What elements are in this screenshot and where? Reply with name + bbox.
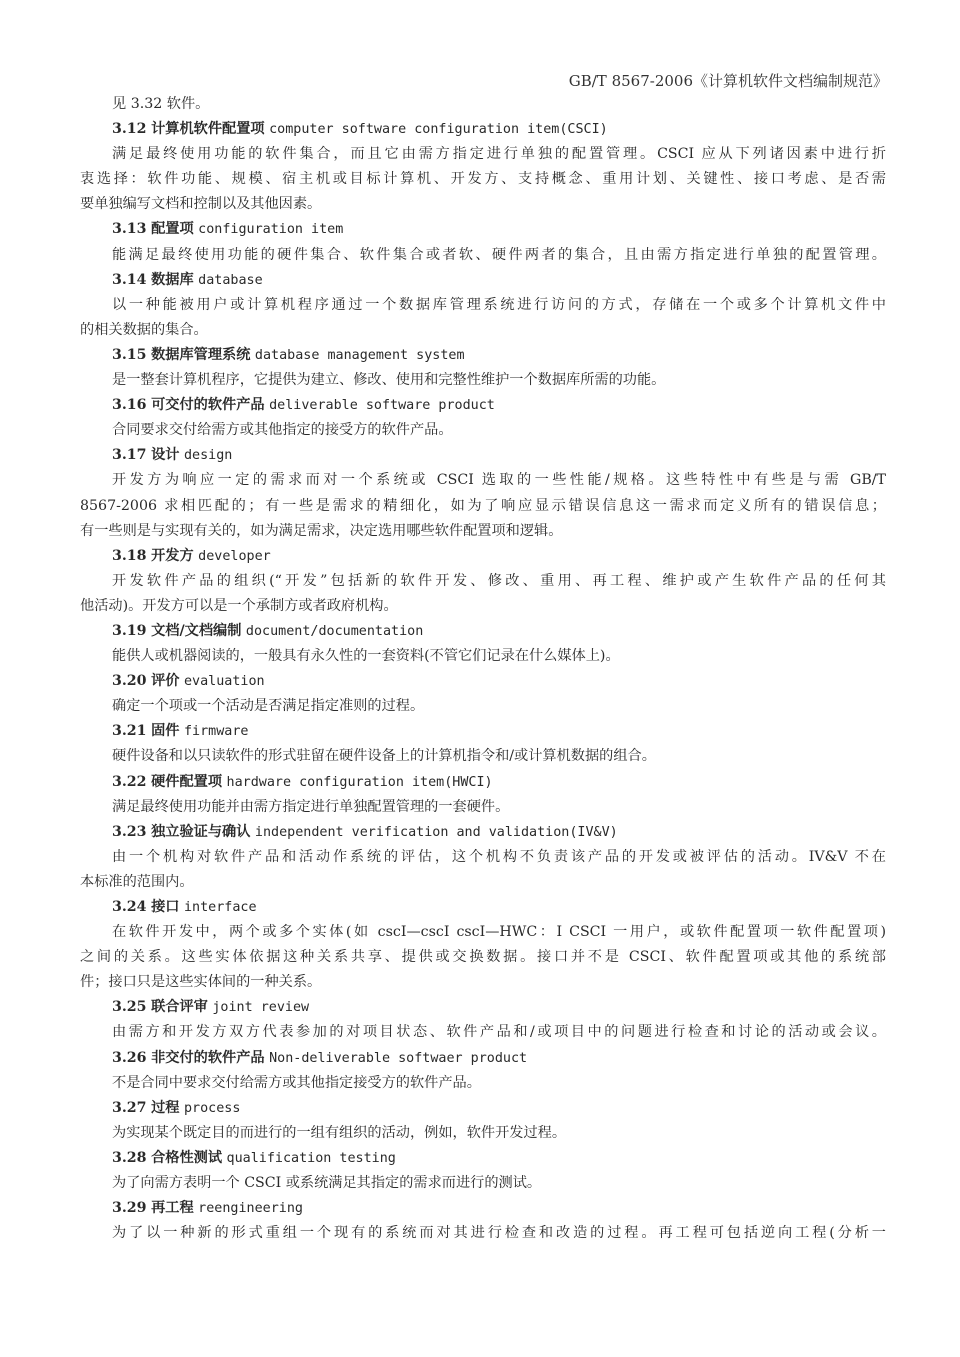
term-english: database management system xyxy=(254,347,465,363)
term-english: document/documentation xyxy=(245,623,424,639)
term-english: evaluation xyxy=(183,674,265,690)
body-text-line: 要单独编写文档和控制以及其他因素。 xyxy=(80,196,322,213)
term-name: 联合评审 xyxy=(151,999,208,1016)
term-name: 文档/文档编制 xyxy=(151,622,242,639)
term-number: 3.12 xyxy=(112,121,147,138)
term-number: 3.26 xyxy=(112,1049,147,1066)
term-number: 3.18 xyxy=(112,547,147,564)
term-heading xyxy=(80,544,886,569)
body-text-line: 由需方和开发方双方代表参加的对项目状态、软件产品和/或项目中的问题进行检查和讨论的活动或会议。 xyxy=(112,1024,886,1041)
term-english: firmware xyxy=(183,724,249,740)
document-header: GB/T 8567-2006《计算机软件文档编制规范》 xyxy=(568,72,888,90)
term-name: 硬件配置项 xyxy=(151,773,223,790)
body-text-line: 有一些则是与实现有关的，如为满足需求，决定选用哪些软件配置项和逻辑。 xyxy=(80,522,563,539)
term-english: design xyxy=(183,448,233,464)
term-number: 3.28 xyxy=(112,1149,147,1166)
term-name: 合格性测试 xyxy=(151,1149,223,1166)
term-name: 非交付的软件产品 xyxy=(151,1049,265,1066)
body-text-line: 硬件设备和以只读软件的形式驻留在硬件设备上的计算机指令和/或计算机数据的组合。 xyxy=(112,748,656,765)
body-text-line: 不是合同中要求交付给需方或其他指定接受方的软件产品。 xyxy=(112,1074,481,1091)
body-text-line: 满足最终使用功能的软件集合，而且它由需方指定进行单独的配置管理。CSCI 应从下列诸因素中进行折 xyxy=(112,146,886,163)
term-name: 可交付的软件产品 xyxy=(151,397,265,414)
term-heading xyxy=(80,343,886,368)
term-number: 3.25 xyxy=(112,999,147,1016)
body-text-line: 他活动)。开发方可以是一个承制方或者政府机构。 xyxy=(80,597,398,614)
body-text-line: 为实现某个既定目的而进行的一组有组织的活动，例如，软件开发过程。 xyxy=(112,1124,567,1141)
term-heading xyxy=(80,669,886,694)
body-text-line: 衷选择：软件功能、规模、宿主机或目标计算机、开发方、支持概念、重用计划、关键性、接口考虑、是否需 xyxy=(80,171,886,188)
body-text-line: 开发方为响应一定的需求而对一个系统或 CSCI 选取的一些性能/规格。这些特性中有些是与需 GB/T xyxy=(112,472,886,489)
term-name: 数据库 xyxy=(151,271,194,288)
body-text-line: 见 3.32 软件。 xyxy=(112,96,210,112)
term-heading xyxy=(80,393,886,418)
term-name: 固件 xyxy=(151,723,180,740)
term-english: configuration item xyxy=(198,222,344,238)
term-name: 数据库管理系统 xyxy=(151,346,251,363)
term-heading xyxy=(80,217,886,242)
term-heading xyxy=(80,1146,886,1171)
term-heading xyxy=(80,719,886,744)
body-text-line: 件；接口只是这些实体间的一种关系。 xyxy=(80,974,322,991)
term-heading xyxy=(80,619,886,644)
body-text-line: 合同要求交付给需方或其他指定的接受方的软件产品。 xyxy=(112,422,453,439)
body-text-line: 8567-2006 求相匹配的；有一些是需求的精细化，如为了响应显示错误信息这一需求而定义所有的错误信息； xyxy=(80,497,886,514)
term-number: 3.16 xyxy=(112,397,147,414)
term-heading xyxy=(80,820,886,845)
term-number: 3.20 xyxy=(112,673,147,690)
term-name: 独立验证与确认 xyxy=(151,823,251,840)
term-heading xyxy=(80,117,886,142)
term-english: Non-deliverable softwaer product xyxy=(269,1050,528,1066)
term-number: 3.23 xyxy=(112,823,147,840)
term-name: 接口 xyxy=(151,899,180,915)
body-text-line: 是一整套计算机程序，它提供为建立、修改、使用和完整性维护一个数据库所需的功能。 xyxy=(112,372,666,389)
term-english: hardware configuration item(HWCI) xyxy=(226,774,493,790)
body-text-line: 满足最终使用功能并由需方指定进行单独配置管理的一套硬件。 xyxy=(112,798,510,815)
body-text-line: 为了以一种新的形式重组一个现有的系统而对其进行检查和改造的过程。再工程可包括逆向工程(分析一 xyxy=(112,1225,886,1242)
term-heading xyxy=(80,268,886,293)
term-name: 再工程 xyxy=(151,1200,194,1217)
term-number: 3.21 xyxy=(112,723,147,740)
term-heading xyxy=(80,895,886,920)
term-english: independent verification and validation(IV&V) xyxy=(254,824,618,840)
body-text-line: 由一个机构对软件产品和活动作系统的评估，这个机构不负责该产品的开发或被评估的活动。IV&V 不在 xyxy=(112,848,886,865)
term-english: computer software configuration item(CSCI) xyxy=(269,122,608,138)
term-english: deliverable software product xyxy=(269,398,495,414)
body-text-line: 以一种能被用户或计算机程序通过一个数据库管理系统进行访问的方式，存储在一个或多个计算机文件中 xyxy=(112,296,886,313)
body-text-line: 开发软件产品的组织(“开发”包括新的软件开发、修改、重用、再工程、维护或产生软件产品的任何其 xyxy=(112,572,886,589)
term-name: 开发方 xyxy=(151,547,194,564)
term-number: 3.19 xyxy=(112,622,147,639)
term-english: developer xyxy=(198,548,271,564)
body-text-line: 能满足最终使用功能的硬件集合、软件集合或者软、硬件两者的集合，且由需方指定进行单独的配置管理。 xyxy=(112,246,886,263)
term-number: 3.17 xyxy=(112,447,147,464)
body-text-line: 本标准的范围内。 xyxy=(80,873,194,890)
body-text-line: 能供人或机器阅读的，一般具有永久性的一套资料(不管它们记录在什么媒体上)。 xyxy=(112,648,620,665)
term-heading xyxy=(80,1046,886,1071)
term-number: 3.13 xyxy=(112,221,147,238)
term-name: 配置项 xyxy=(151,221,194,238)
term-heading xyxy=(80,770,886,795)
term-number: 3.24 xyxy=(112,899,147,915)
term-english: reengineering xyxy=(198,1201,303,1217)
term-heading xyxy=(80,995,886,1020)
term-name: 计算机软件配置项 xyxy=(151,121,265,138)
term-number: 3.27 xyxy=(112,1099,147,1116)
body-text-line: 之间的关系。这些实体依据这种关系共享、提供或交换数据。接口并不是 CSCI、软件配置项或其他的系统部 xyxy=(80,949,886,966)
body-text-line: 确定一个项或一个活动是否满足指定准则的过程。 xyxy=(112,698,425,715)
body-text-line: 的相关数据的集合。 xyxy=(80,321,208,338)
term-english: database xyxy=(198,272,263,288)
term-name: 评价 xyxy=(151,673,180,690)
term-heading xyxy=(80,1196,886,1221)
term-english: qualification testing xyxy=(226,1150,396,1166)
term-english: interface xyxy=(183,900,257,915)
document-body xyxy=(80,92,886,1246)
term-heading xyxy=(80,1096,886,1121)
term-name: 设计 xyxy=(151,447,180,464)
body-text-line: 为了向需方表明一个 CSCI 或系统满足其指定的需求而进行的测试。 xyxy=(112,1175,542,1192)
term-english: joint review xyxy=(212,1000,310,1016)
body-text-line: 在软件开发中，两个或多个实体(如 cscI—cscI cscI—HWC：I CSCI 一用户，或软件配置项一软件配置项) xyxy=(112,924,886,941)
term-number: 3.29 xyxy=(112,1200,147,1217)
term-heading xyxy=(80,443,886,468)
term-number: 3.15 xyxy=(112,346,147,363)
term-name: 过程 xyxy=(151,1099,180,1116)
term-english: process xyxy=(183,1100,241,1116)
term-number: 3.14 xyxy=(112,271,147,288)
term-number: 3.22 xyxy=(112,773,147,790)
